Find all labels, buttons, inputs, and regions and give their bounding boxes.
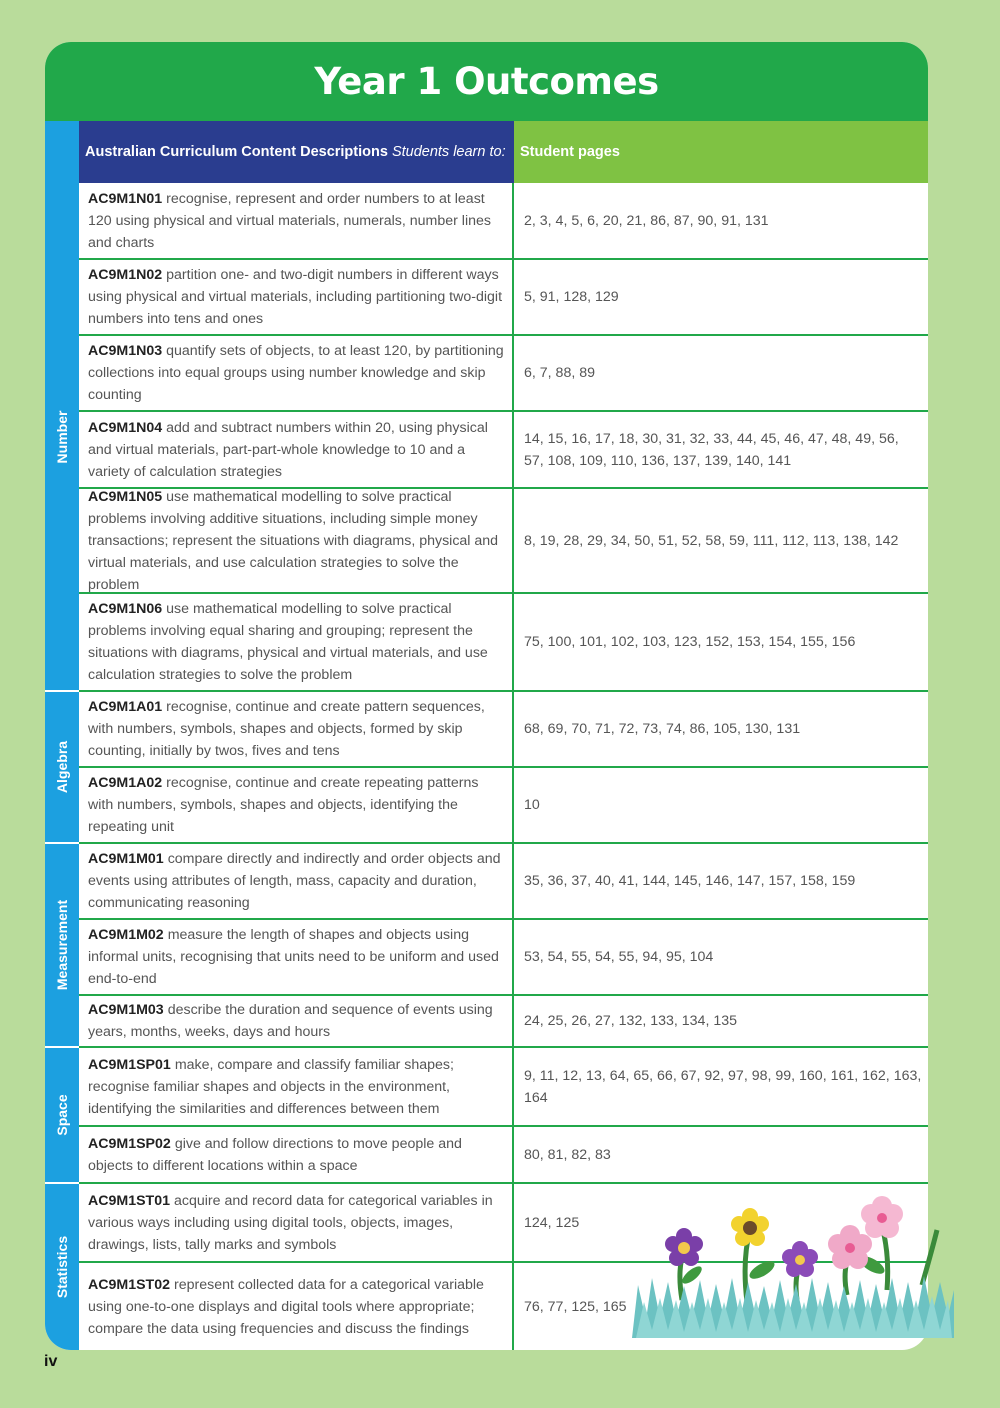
- student-pages: 76, 77, 125, 165: [524, 1298, 627, 1315]
- content-description: [79, 1127, 514, 1182]
- table-row: [79, 1127, 928, 1184]
- content-description: [79, 183, 514, 258]
- outcome-code: AC9M1M01: [88, 851, 164, 867]
- student-pages: 2, 3, 4, 5, 6, 20, 21, 86, 87, 90, 91, 131: [524, 212, 769, 229]
- content-description: [79, 768, 514, 842]
- page-title: Year 1 Outcomes: [45, 42, 928, 121]
- student-pages: 53, 54, 55, 54, 55, 94, 95, 104: [524, 949, 714, 965]
- content-description: [79, 692, 514, 766]
- outcome-code: AC9M1SP02: [88, 1135, 171, 1152]
- page-number: iv: [44, 1353, 58, 1370]
- student-pages: 68, 69, 70, 71, 72, 73, 74, 86, 105, 130, 131: [524, 721, 801, 737]
- content-description: [79, 844, 514, 918]
- student-pages: 9, 11, 12, 13, 64, 65, 66, 67, 92, 97, 98, 99, 160, 161, 162, 163, 164: [524, 1067, 922, 1106]
- outcome-text: represent collected data for a categorical variable using one-to-one displays and digital tools where appropriate; compare the data using frequencies and discuss the findings: [88, 1276, 484, 1337]
- table-row: [79, 996, 928, 1048]
- student-pages: 75, 100, 101, 102, 103, 123, 152, 153, 154, 155, 156: [524, 634, 856, 650]
- student-pages: 10: [524, 797, 540, 813]
- outcome-text: compare directly and indirectly and order objects and events using attributes of length, mass, capacity and duration, communicating reasoning: [88, 851, 501, 911]
- outcome-code: AC9M1A01: [88, 699, 163, 715]
- student-pages: 35, 36, 37, 40, 41, 144, 145, 146, 147, 157, 158, 159: [524, 873, 856, 889]
- header-content-descriptions: [79, 121, 514, 183]
- outcome-text: recognise, continue and create repeating patterns with numbers, symbols, shapes and objects, identifying the repeating unit: [88, 775, 479, 835]
- sidebar-header-strip: [45, 121, 79, 183]
- outcome-code: AC9M1N04: [88, 419, 163, 436]
- outcome-code: AC9M1N06: [88, 601, 163, 617]
- content-description: [79, 920, 514, 994]
- table-row: [79, 844, 928, 920]
- header-content-sub: Students learn to:: [391, 144, 506, 160]
- outcome-text: partition one- and two-digit numbers in different ways using physical and virtual materials, including partitioning two-digit numbers into tens and ones: [88, 267, 503, 327]
- outcome-text: measure the length of shapes and objects using informal units, recognising that units need to be uniform and used end-to-end: [88, 927, 499, 987]
- outcome-text: recognise, represent and order numbers to at least 120 using physical and virtual materials, numerals, number lines and charts: [88, 190, 491, 251]
- header-content-label: Australian Curriculum Content Descriptions: [85, 144, 388, 160]
- content-description: [79, 1263, 514, 1350]
- outcome-text: add and subtract numbers within 20, using physical and virtual materials, part-part-whole knowledge to 10 and a variety of calculation strategies: [88, 419, 488, 480]
- section-label: Measurement: [54, 899, 70, 991]
- outcome-text: use mathematical modelling to solve practical problems involving additive situations, including simple money transactions; represent the situations with diagrams, physical and virtual materials, and use calculation strategies to solve the problem: [88, 488, 499, 593]
- outcomes-card: [45, 42, 928, 1350]
- content-description: [79, 260, 514, 334]
- content-description: [79, 1184, 514, 1261]
- outcome-code: AC9M1N01: [88, 190, 163, 207]
- outcome-text: make, compare and classify familiar shapes; recognise familiar shapes and objects in the environment, identifying the similarities and differences between them: [88, 1056, 454, 1117]
- section-label: Statistics: [54, 1235, 70, 1299]
- outcome-text: give and follow directions to move people and objects to different locations within a space: [88, 1135, 462, 1174]
- section-space: [45, 1048, 79, 1182]
- table-row: [79, 692, 928, 768]
- outcome-code: AC9M1M03: [88, 1002, 164, 1018]
- header-student-pages: Student pages: [514, 121, 928, 183]
- student-pages: 6, 7, 88, 89: [524, 365, 595, 381]
- content-description: [79, 594, 514, 690]
- student-pages: 24, 25, 26, 27, 132, 133, 134, 135: [524, 1013, 737, 1029]
- content-description: [79, 996, 514, 1046]
- outcome-code: AC9M1ST02: [88, 1276, 171, 1293]
- table-row: [79, 412, 928, 489]
- outcome-code: AC9M1A02: [88, 775, 163, 791]
- table-row: [79, 1048, 928, 1127]
- student-pages: 5, 91, 128, 129: [524, 289, 619, 305]
- table-row: [79, 183, 928, 260]
- outcome-code: AC9M1SP01: [88, 1056, 171, 1073]
- outcome-text: describe the duration and sequence of events using years, months, weeks, days and hours: [88, 1002, 493, 1040]
- section-number: [45, 183, 79, 690]
- table-row: [79, 336, 928, 412]
- student-pages: 14, 15, 16, 17, 18, 30, 31, 32, 33, 44, 45, 46, 47, 48, 49, 56, 57, 108, 109, 110, 136, 137, 139, 140, 141: [524, 430, 899, 469]
- outcome-code: AC9M1N02: [88, 267, 163, 283]
- section-label: Algebra: [54, 740, 70, 794]
- table-row: [79, 489, 928, 594]
- student-pages: 124, 125: [524, 1214, 580, 1231]
- content-description: [79, 489, 514, 592]
- section-measurement: [45, 844, 79, 1046]
- flowers-grass-illustration: [632, 1190, 954, 1338]
- content-description: [79, 1048, 514, 1125]
- outcome-text: recognise, continue and create pattern sequences, with numbers, symbols, shapes and objects, formed by skip counting, initially by twos, fives and tens: [88, 699, 485, 759]
- table-row: [79, 594, 928, 692]
- table-row: [79, 768, 928, 844]
- outcome-code: AC9M1N05: [88, 488, 163, 505]
- section-statistics: [45, 1184, 79, 1350]
- outcome-text: quantify sets of objects, to at least 120, by partitioning collections into equal groups using number knowledge and skip counting: [88, 343, 504, 403]
- section-label: Space: [54, 1094, 70, 1136]
- content-description: [79, 336, 514, 410]
- content-description: [79, 412, 514, 487]
- student-pages: 80, 81, 82, 83: [524, 1146, 611, 1163]
- outcome-text: use mathematical modelling to solve practical problems involving equal sharing and grouping; represent the situations with diagrams, physical and virtual materials, and use calculation strategies to solve the problem: [88, 601, 488, 683]
- student-pages: 8, 19, 28, 29, 34, 50, 51, 52, 58, 59, 111, 112, 113, 138, 142: [524, 532, 899, 549]
- table-row: [79, 920, 928, 996]
- outcome-code: AC9M1ST01: [88, 1192, 171, 1209]
- outcome-text: acquire and record data for categorical variables in various ways including using digital tools, objects, images, drawings, lists, tally marks and symbols: [88, 1192, 493, 1253]
- table-row: [79, 260, 928, 336]
- section-label: Number: [54, 410, 70, 463]
- outcome-code: AC9M1M02: [88, 927, 164, 943]
- section-algebra: [45, 692, 79, 842]
- outcome-code: AC9M1N03: [88, 343, 163, 359]
